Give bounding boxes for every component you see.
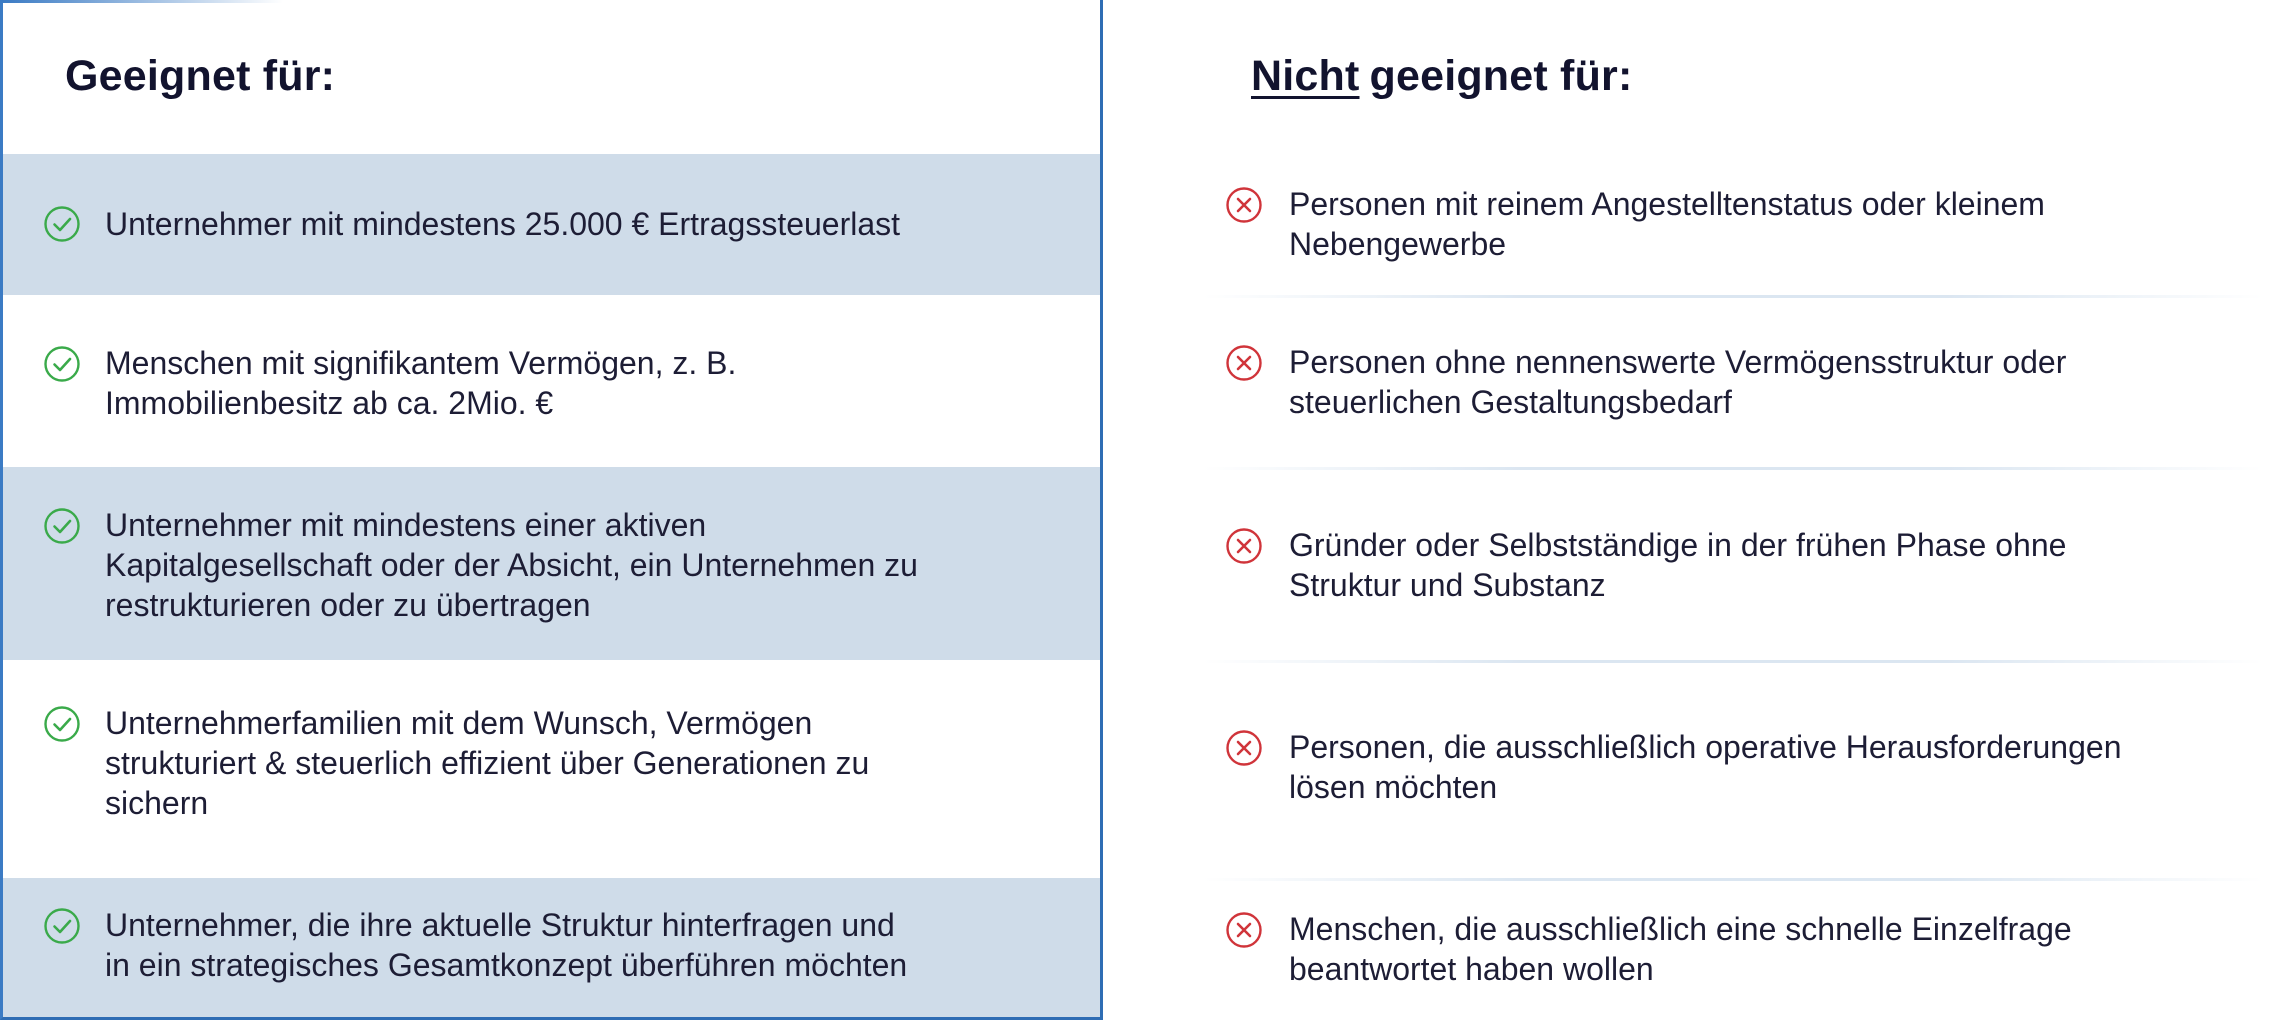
x-circle-icon <box>1225 186 1263 229</box>
x-circle-icon <box>1225 911 1263 954</box>
suitable-heading: Geeignet für: <box>65 52 336 100</box>
separator-line <box>1203 660 2263 663</box>
x-circle-icon <box>1225 527 1263 570</box>
not-suitable-item-text: Personen ohne nennenswerte Vermögensstruktur oder steuerlichen Gestaltungsbedarf <box>1289 344 2067 420</box>
check-circle-icon <box>43 705 81 748</box>
suitable-item-text: Unternehmer mit mindestens einer aktiven Kapitalgesellschaft oder der Absicht, ein Unternehmen zu restrukturieren oder zu übertragen <box>105 507 918 623</box>
x-circle-icon <box>1225 729 1263 772</box>
separator-line <box>1203 295 2263 298</box>
suitable-panel <box>0 0 1103 1020</box>
check-circle-icon <box>43 205 81 248</box>
suitable-item-text: Unternehmerfamilien mit dem Wunsch, Vermögen strukturiert & steuerlich effizient über Generationen zu sichern <box>105 705 870 821</box>
not-suitable-item-text: Gründer oder Selbstständige in der frühen Phase ohne Struktur und Substanz <box>1289 527 2067 603</box>
suitable-item-text: Unternehmer mit mindestens 25.000 € Ertragssteuerlast <box>105 206 901 242</box>
check-circle-icon <box>43 345 81 388</box>
heading-emphasis: Nicht <box>1251 52 1360 100</box>
x-circle-icon <box>1225 344 1263 387</box>
suitable-item <box>3 467 1100 660</box>
separator-line <box>1203 467 2263 470</box>
not-suitable-panel <box>1103 0 2283 1020</box>
not-suitable-item-text: Menschen, die ausschließlich eine schnelle Einzelfrage beantwortet haben wollen <box>1289 911 2072 987</box>
suitable-item-text: Unternehmer, die ihre aktuelle Struktur hinterfragen und in ein strategisches Gesamtkonzept überführen möchten <box>105 907 908 983</box>
suitable-item <box>3 878 1100 1017</box>
suitable-item-text: Menschen mit signifikantem Vermögen, z. B. Immobilienbesitz ab ca. 2Mio. € <box>105 345 737 421</box>
top-accent-line <box>3 0 283 3</box>
suitable-item <box>3 295 1100 467</box>
check-circle-icon <box>43 907 81 950</box>
not-suitable-item-text: Personen mit reinem Angestelltenstatus oder kleinem Nebengewerbe <box>1289 186 2045 262</box>
suitable-item <box>3 660 1100 878</box>
separator-line <box>1203 878 2263 881</box>
suitable-item <box>3 154 1100 295</box>
not-suitable-item-text: Personen, die ausschließlich operative Herausforderungen lösen möchten <box>1289 729 2122 805</box>
not-suitable-heading <box>1251 52 1633 101</box>
check-circle-icon <box>43 507 81 550</box>
heading-rest: geeignet für: <box>1369 52 1633 100</box>
